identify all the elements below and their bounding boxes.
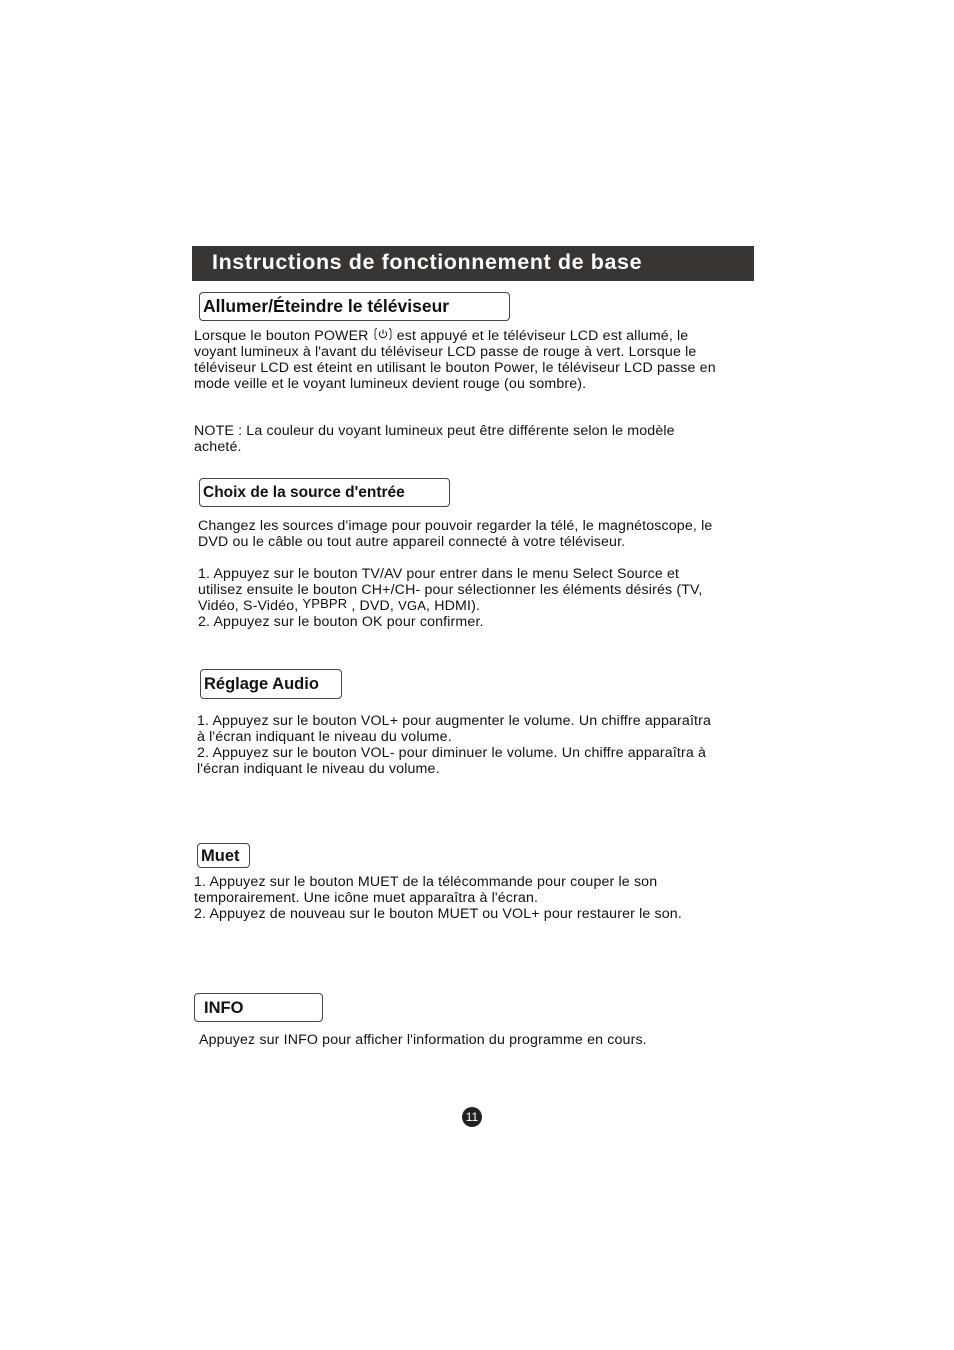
heading-audio: Réglage Audio (204, 675, 319, 693)
note-line-1: NOTE : La couleur du voyant lumineux peut être différente selon le modèle (194, 423, 675, 439)
page-title: Instructions de fonctionnement de base (212, 250, 643, 274)
source-intro (198, 518, 712, 550)
source-step-line-3: Vidéo, S-Vidéo, YPBPR , DVD, VGA, HDMI). (198, 596, 481, 614)
mute-line-2: temporairement. Une icône muet apparaîtra à l'écran. (194, 890, 539, 906)
power-line-2: voyant lumineux à l'avant du téléviseur LCD passe de rouge à vert. Lorsque le (194, 344, 697, 360)
ypbpr-label: YPBPR (302, 596, 348, 611)
section-header-bar (192, 246, 754, 281)
audio-line-1: 1. Appuyez sur le bouton VOL+ pour augmenter le volume. Un chiffre apparaîtra (197, 713, 712, 729)
audio-line-2: à l'écran indiquant le niveau du volume. (197, 729, 452, 745)
audio-line-3: 2. Appuyez sur le bouton VOL- pour diminuer le volume. Un chiffre apparaîtra à (197, 745, 707, 761)
source-intro-line-1: Changez les sources d'image pour pouvoir regarder la télé, le magnétoscope, le (198, 518, 713, 534)
info-line-1: Appuyez sur INFO pour afficher l'information du programme en cours. (199, 1032, 647, 1048)
mute-line-3: 2. Appuyez de nouveau sur le bouton MUET ou VOL+ pour restaurer le son. (194, 906, 682, 922)
source-step-line-2: utilisez ensuite le bouton CH+/CH- pour sélectionner les éléments désirés (TV, (198, 582, 703, 598)
power-note (194, 423, 675, 455)
power-line-4: mode veille et le voyant lumineux devient rouge (ou sombre). (194, 376, 587, 392)
source-step-line-4: 2. Appuyez sur le bouton OK pour confirmer. (198, 614, 484, 630)
heading-box-source (199, 478, 450, 507)
heading-box-audio (200, 669, 342, 699)
audio-line-4: l'écran indiquant le niveau du volume. (197, 761, 440, 777)
page-number: 11 (462, 1107, 482, 1127)
mute-paragraph (194, 874, 682, 922)
power-line-3: téléviseur LCD est éteint en utilisant le bouton Power, le téléviseur LCD passe en (194, 360, 716, 376)
note-line-2: acheté. (194, 439, 242, 455)
heading-power: Allumer/Éteindre le téléviseur (203, 296, 450, 316)
source-intro-line-2: DVD ou le câble ou tout autre appareil connecté à votre téléviseur. (198, 534, 626, 550)
heading-info: INFO (204, 999, 244, 1017)
audio-paragraph (197, 713, 711, 777)
heading-mute: Muet (201, 847, 240, 865)
heading-source: Choix de la source d'entrée (203, 484, 405, 501)
power-line-1: Lorsque le bouton POWER est appuyé et le téléviseur LCD est allumé, le (194, 328, 689, 344)
heading-box-info (194, 993, 323, 1022)
source-steps (198, 566, 702, 630)
source-step-line-1: 1. Appuyez sur le bouton TV/AV pour entrer dans le menu Select Source et (198, 566, 680, 582)
heading-box-mute (197, 843, 250, 868)
mute-line-1: 1. Appuyez sur le bouton MUET de la télécommande pour couper le son (194, 874, 658, 890)
power-icon (374, 327, 392, 341)
vga-label: VGA (398, 598, 427, 613)
heading-box-power (199, 292, 510, 321)
info-paragraph (199, 1032, 647, 1048)
power-paragraph (194, 327, 716, 392)
